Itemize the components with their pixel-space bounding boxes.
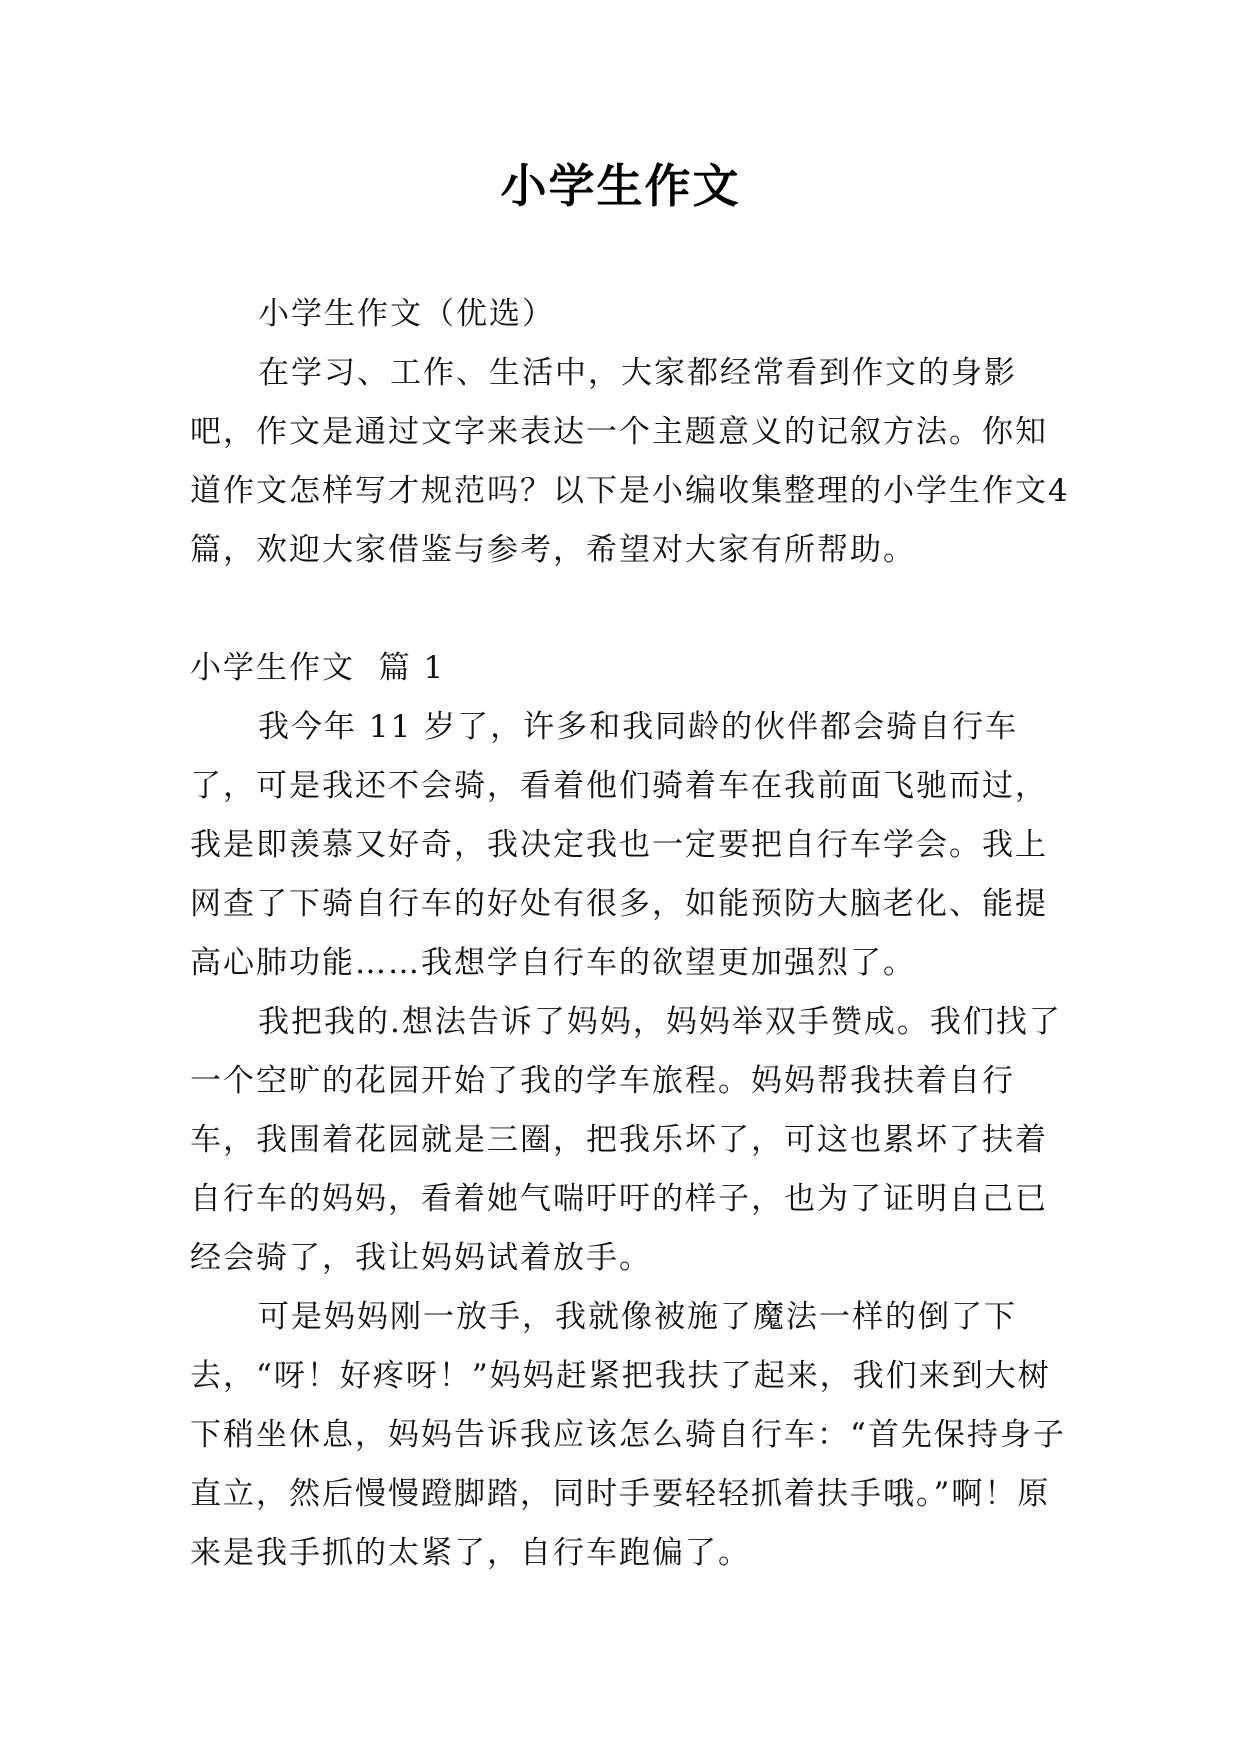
body-paragraph: 可是妈妈刚一放手，我就像被施了魔法一样的倒了下去，“呀！好疼呀！”妈妈赶紧把我扶了起来，我们来到大树下稍坐休息，妈妈告诉我应该怎么骑自行车：“首先保持身子直立，然后慢慢蹬脚踏，同时手要轻轻抓着扶手哦。”啊！原来是我手抓的太紧了，自行车跑偏了。 xyxy=(190,1299,1066,1571)
intro-paragraph: 在学习、工作、生活中，大家都经常看到作文的身影吧，作文是通过文字来表达一个主题意义的记叙方法。你知道作文怎样写才规范吗？以下是小编收集整理的小学生作文4篇，欢迎大家借鉴与参考，希望对大家有所帮助。 xyxy=(190,355,1070,568)
body-paragraph: 我把我的.想法告诉了妈妈，妈妈举双手赞成。我们找了一个空旷的花园开始了我的学车旅程。妈妈帮我扶着自行车，我围着花园就是三圈，把我乐坏了，可这也累坏了扶着自行车的妈妈，看着她气喘吁吁的样子，也为了证明自己已经会骑了，我让妈妈试着放手。 xyxy=(190,1004,1062,1276)
section-heading: 小学生作文 篇 1 xyxy=(190,650,446,686)
document-body xyxy=(190,285,1070,1583)
body-paragraph: 我今年 11 岁了，许多和我同龄的伙伴都会骑自行车了，可是我还不会骑，看着他们骑着车在我前面飞驰而过，我是即羡慕又好奇，我决定我也一定要把自行车学会。我上网查了下骑自行车的好处有很多，如能预防大脑老化、能提高心肺功能……我想学自行车的欲望更加强烈了。 xyxy=(190,709,1048,981)
document-title: 小学生作文 xyxy=(500,159,741,213)
intro-heading: 小学生作文（优选） xyxy=(258,296,555,332)
section-spacer xyxy=(190,580,1070,639)
